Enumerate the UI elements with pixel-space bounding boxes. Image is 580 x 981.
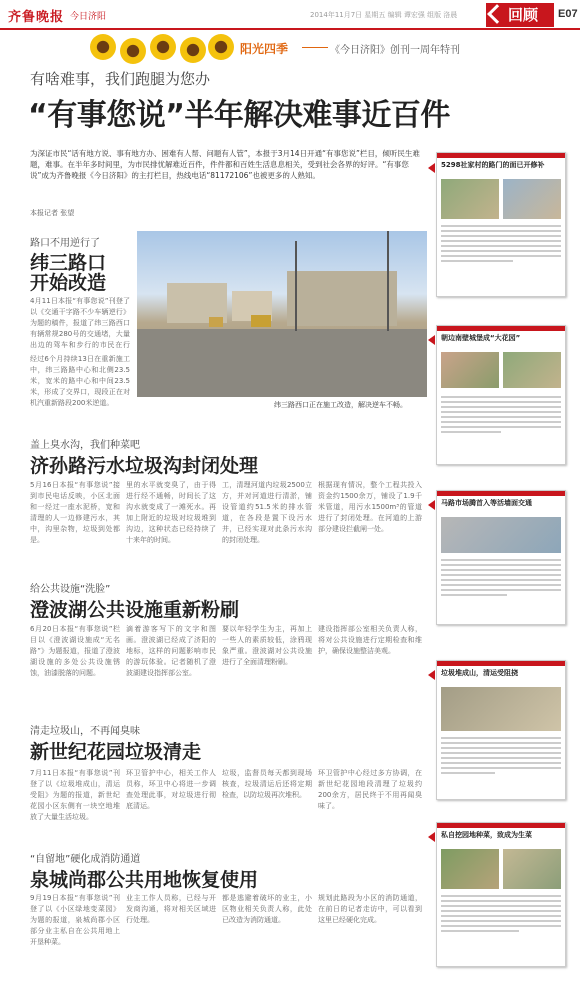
arrow-left-icon bbox=[428, 670, 436, 680]
story-body: 根据现有情况，整个工程共投入资金约1500余万，铺设了1.9千米管道，用污水1500m³的管道进行了封闭处理。在河道的上游部分建设拦截闸一处。 bbox=[318, 481, 422, 533]
story-body: 建设指挥部公室相关负责人称，将对公共设施进行定期检查和维护，确保设施整洁美观。 bbox=[318, 625, 422, 655]
section-label: 回顾 bbox=[508, 6, 539, 24]
clipping-thumbnail[interactable] bbox=[436, 152, 566, 297]
chevron-left-icon bbox=[487, 4, 507, 24]
story-headline: 新世纪花园垃圾清走 bbox=[30, 741, 202, 763]
story-body: 业主工作人员称，已经与开发商沟通，将对相关区域进行处理。 bbox=[126, 894, 216, 924]
story-body: 都是逃避着破坏的业主，小区物业相关负责人称，此处已改造为消防通道。 bbox=[222, 894, 312, 924]
banner-divider bbox=[302, 47, 328, 48]
clipping-title: 私自挖园地种菜，致成为生菜 bbox=[441, 831, 532, 839]
story-kicker: 盖上臭水沟，我们种菜吧 bbox=[30, 440, 140, 451]
arrow-left-icon bbox=[428, 335, 436, 345]
clipping-title: 5298社家村的路门的面已开修补 bbox=[441, 161, 545, 169]
story-body: 4月11日本报“有事您说”刊登了以《交通干字路不少车辆逆行》为题的稿件，报道了纬三路西口有辆常规280号的交通堵，大量出边的驾车和步行的市民在行 bbox=[30, 297, 130, 349]
story-headline: 泉城尚郡公共用地恢复使用 bbox=[30, 869, 259, 891]
photo-caption: 纬三路西口正在施工改造，解决逆车不畅。 bbox=[274, 401, 407, 409]
story-headline: 澄波湖公共设施重新粉刷 bbox=[30, 599, 240, 621]
anniversary-banner bbox=[90, 32, 490, 64]
story-body: 里的水平就变臭了，由于得进行经不通畅，时间长了这沟水就变成了一滩死水。再加上附近的垃圾对垃圾堆到沟边，这种状态已经持续了十来年的时间。 bbox=[126, 481, 216, 544]
lead-headline: “有事您说”半年解决难事近百件 bbox=[28, 98, 450, 133]
story-kicker: 路口不用逆行了 bbox=[30, 238, 100, 249]
story-body: 5月16日本报“有事您说”接到市民电话反映，小区北面和一经过一座水泥桥，宽和清理的人一边修建污水，其中，沟里杂物，垃圾到处都是。 bbox=[30, 481, 120, 544]
clipping-title: 垃圾堆成山，清运受阻挠 bbox=[441, 669, 518, 677]
story-kicker: 清走垃圾山，不再闻臭味 bbox=[30, 726, 140, 737]
byline: 本报记者 张望 bbox=[30, 209, 75, 217]
road-construction-photo bbox=[137, 231, 427, 397]
clipping-title: 朝边南壁城堡成“大花园” bbox=[441, 334, 521, 342]
sunflower-icon bbox=[208, 34, 234, 60]
story-body: 环卫管护中心经过多方协调，在新世纪花园地段清理了垃圾约200余方，居民终于不用再闻臭味了。 bbox=[318, 769, 422, 810]
sunflower-icon bbox=[120, 38, 146, 64]
story-kicker: 给公共设施“洗脸” bbox=[30, 584, 111, 595]
story-body: 要以年轻学生为主，再加上一些人的素质较低，涂鸦现象严重。澄波湖对公共设施进行了全面清理粉刷。 bbox=[222, 625, 312, 666]
story-body: 工，清理河道内垃圾2500立方，并对河道进行清淤，铺设管道约51.5米的排水管道，在各段是置下设污水井，已经实现对此条污水沟的封闭处理。 bbox=[222, 481, 312, 544]
story-body: 规划此路段为小区的消防通道，在前日的记者走访中，可以看到这里已经硬化完成。 bbox=[318, 894, 422, 924]
sunflower-icon bbox=[90, 34, 116, 60]
story-body: 经过6个月持续13日在重新施工中，纬三路路中心和北侧23.5米，宽米的路中心和中间23.5米，形成了交界口，现段正在对机汽重新路段200米逆道。 bbox=[30, 355, 130, 407]
story-headline: 济孙路污水垃圾沟封闭处理 bbox=[30, 455, 259, 477]
clipping-thumbnail[interactable] bbox=[436, 660, 566, 800]
edition-label: 今日济阳 bbox=[70, 12, 107, 22]
masthead bbox=[0, 0, 580, 30]
newspaper-logo: 齐鲁晚报 bbox=[8, 10, 65, 25]
story-body: 环卫管护中心，相关工作人员称，环卫中心将进一步调查处理此事，对垃圾进行彻底清运。 bbox=[126, 769, 216, 810]
issue-meta: 2014年11月7日 星期五 编辑 谭宏强 组版 洛晨 bbox=[310, 11, 458, 19]
lead-kicker: 有啥难事，我们跑腿为您办 bbox=[30, 70, 211, 88]
arrow-left-icon bbox=[428, 500, 436, 510]
story-body: 垃圾，监督员每天都到现场核查，垃圾清运后还将定期检查，以防垃圾再次堆积。 bbox=[222, 769, 312, 799]
banner-title: 阳光四季 bbox=[240, 42, 289, 56]
lead-intro: 为深证市民“话有地方说、事有地方办、困难有人帮、问题有人管”，本报于3月14日开通“有事您说”栏目，倾听民生难题，难事。在半年多时间里，为市民排忧解难近百件，件件都和百姓生活息息相关，受到社会各界的好评。“有事您说”成为齐鲁晚报《今日济阳》的主打栏目，热线电话“81172106”也被更多的人熟知。 bbox=[30, 149, 420, 180]
arrow-left-icon bbox=[428, 163, 436, 173]
banner-subtitle: 《今日济阳》创刊一周年特刊 bbox=[330, 45, 460, 56]
story-body: 滴着游客写下的文字和图画。澄波湖已经成了济阳的地标，这样的问题影响市民的游玩体验。记者随机了澄波湖建设指挥部公室。 bbox=[126, 625, 216, 677]
page-number: E07 bbox=[558, 8, 578, 20]
story-headline: 纬三路口 bbox=[30, 252, 107, 274]
arrow-left-icon bbox=[428, 832, 436, 842]
story-kicker: “自留地”硬化成消防通道 bbox=[30, 854, 141, 865]
story-headline: 开始改造 bbox=[30, 272, 107, 294]
clipping-thumbnail[interactable] bbox=[436, 490, 566, 625]
story-body: 7月11日本报“有事您说”刊登了以《垃圾堆成山，清运受阻》为题的报道，新世纪花园小区东侧有一块空地堆放了大量生活垃圾。 bbox=[30, 769, 120, 821]
clipping-thumbnail[interactable] bbox=[436, 822, 566, 967]
story-body: 9月19日本报“有事您说”刊登了以《小区绿地变菜园》为题的报道，泉城尚郡小区部分业主私自在公共用地上开垦种菜。 bbox=[30, 894, 120, 946]
sunflower-icon bbox=[150, 34, 176, 60]
section-tab[interactable] bbox=[486, 3, 554, 27]
sunflower-icon bbox=[180, 37, 206, 63]
clipping-title: 马路市场腾首入等活墙面交通 bbox=[441, 499, 532, 507]
clipping-thumbnail[interactable] bbox=[436, 325, 566, 465]
story-body: 6月20日本报“有事您说”栏目以《澄波湖设施成“无名路”》为题报道，报道了澄波湖设施的多处公共设施锈蚀，油漆脱落的问题。 bbox=[30, 625, 120, 677]
